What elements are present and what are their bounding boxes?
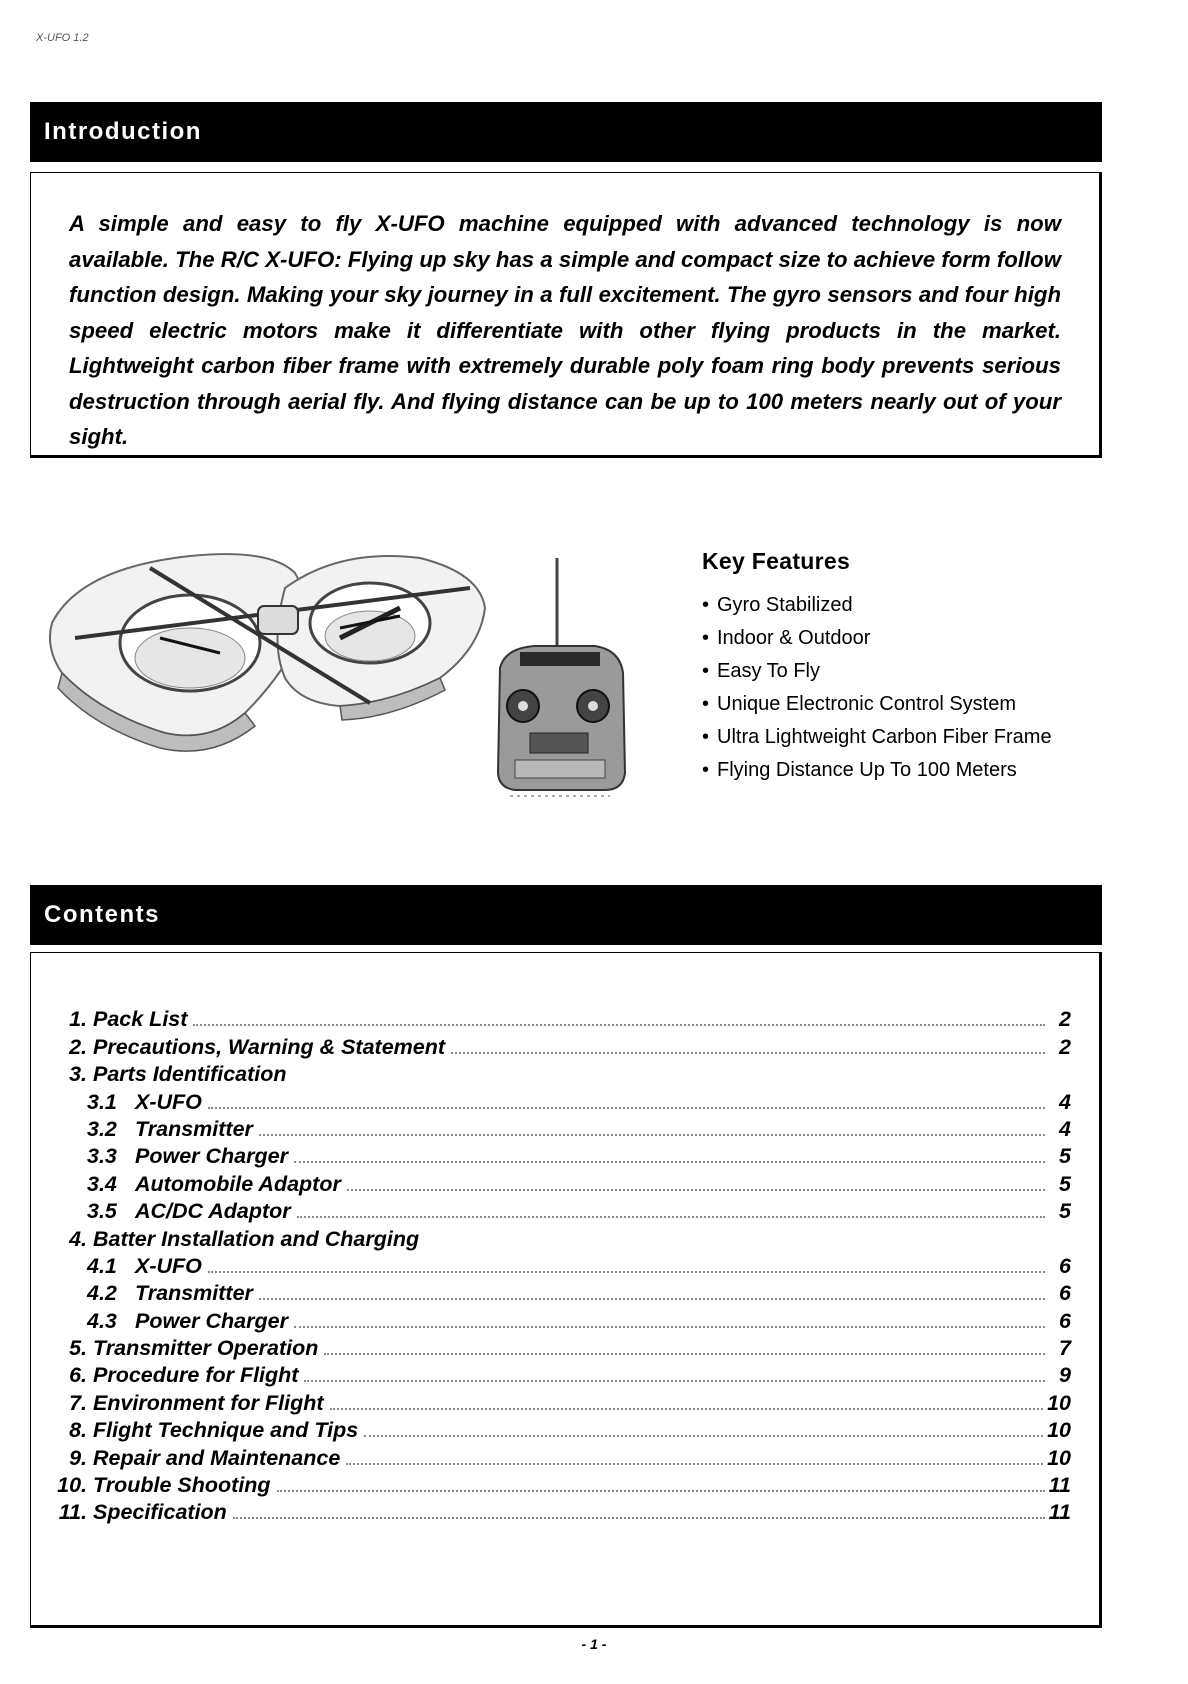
toc-entry	[55, 1416, 1071, 1443]
toc-dot-leader	[294, 1161, 1045, 1163]
transmitter-image	[498, 558, 625, 796]
feature-item: • Easy To Fly	[702, 655, 1102, 688]
toc-entry	[55, 1115, 1071, 1142]
toc-dot-leader	[208, 1107, 1045, 1109]
toc-entry-number: 1.	[69, 1007, 87, 1032]
bullet-icon: •	[702, 759, 710, 781]
toc-entry-label: Power Charger	[135, 1144, 288, 1169]
toc-entry-label: X-UFO	[135, 1089, 202, 1114]
toc-entry-number: 2.	[69, 1034, 87, 1059]
toc-entry-number: 3.3	[87, 1144, 117, 1169]
toc-entry-page: 9	[1059, 1363, 1071, 1388]
contents-title: Contents	[44, 901, 160, 928]
toc-dot-leader	[259, 1134, 1045, 1136]
toc-entry-page: 11	[1048, 1500, 1071, 1525]
key-features	[702, 548, 1102, 787]
toc-entry-label: Repair and Maintenance	[93, 1445, 341, 1470]
toc-entry	[55, 1142, 1071, 1169]
bullet-icon: •	[702, 594, 710, 616]
toc-dot-leader	[233, 1517, 1045, 1519]
toc-entry	[55, 1087, 1071, 1114]
toc-entry-number: 11.	[58, 1500, 87, 1525]
toc-entry-number: 3.	[69, 1062, 87, 1087]
toc-entry-page: 6	[1059, 1281, 1071, 1306]
toc-dot-leader	[330, 1408, 1044, 1410]
toc-entry-label: Environment for Flight	[93, 1390, 324, 1415]
toc-entry-label: Pack List	[93, 1007, 188, 1032]
toc-entry-number: 5.	[69, 1336, 87, 1361]
toc-entry-number: 3.5	[87, 1199, 117, 1224]
toc-entry-page: 11	[1048, 1473, 1071, 1498]
toc-entry	[55, 1252, 1071, 1279]
toc-entry	[55, 1334, 1071, 1361]
feature-item: • Indoor & Outdoor	[702, 622, 1102, 655]
toc-entry	[55, 1279, 1071, 1306]
toc-entry-number: 8.	[69, 1418, 87, 1443]
toc-entry-number: 3.2	[87, 1116, 117, 1141]
table-of-contents	[55, 1005, 1071, 1525]
toc-entry-label: Batter Installation and Charging	[93, 1226, 420, 1251]
bullet-icon: •	[702, 660, 710, 682]
toc-entry-page: 4	[1059, 1116, 1071, 1141]
toc-dot-leader	[294, 1326, 1045, 1328]
toc-entry-label: Flight Technique and Tips	[93, 1418, 359, 1443]
toc-entry-number: 3.4	[87, 1171, 117, 1196]
introduction-header	[30, 102, 1102, 162]
toc-entry	[55, 1224, 1071, 1251]
toc-dot-leader	[451, 1052, 1045, 1054]
toc-dot-leader	[208, 1271, 1045, 1273]
toc-entry	[55, 1361, 1071, 1388]
toc-dot-leader	[259, 1298, 1045, 1300]
introduction-box	[30, 172, 1102, 458]
document-code: X-UFO 1.2	[36, 32, 89, 44]
toc-entry-page: 6	[1059, 1253, 1071, 1278]
toc-entry-number: 4.3	[87, 1308, 117, 1333]
toc-entry-label: Power Charger	[135, 1308, 288, 1333]
toc-entry	[55, 1032, 1071, 1059]
toc-entry-page: 4	[1059, 1089, 1071, 1114]
feature-item: • Unique Electronic Control System	[702, 688, 1102, 721]
toc-entry-number: 10.	[57, 1473, 87, 1498]
toc-entry-number: 6.	[69, 1363, 87, 1388]
toc-entry-number: 4.1	[87, 1253, 117, 1278]
toc-dot-leader	[304, 1380, 1045, 1382]
toc-entry	[55, 1498, 1071, 1525]
toc-entry-page: 10	[1047, 1418, 1071, 1443]
toc-entry	[55, 1306, 1071, 1333]
toc-entry-page: 10	[1047, 1445, 1071, 1470]
x-ufo-image	[50, 554, 485, 751]
toc-entry-page: 5	[1059, 1144, 1071, 1169]
toc-entry	[55, 1388, 1071, 1415]
toc-entry-number: 7.	[69, 1390, 87, 1415]
feature-item: • Ultra Lightweight Carbon Fiber Frame	[702, 721, 1102, 754]
toc-entry	[55, 1060, 1071, 1087]
toc-entry-label: X-UFO	[135, 1253, 202, 1278]
toc-entry	[55, 1443, 1071, 1470]
toc-entry-page: 10	[1047, 1390, 1071, 1415]
toc-dot-leader	[277, 1490, 1045, 1492]
introduction-title: Introduction	[44, 118, 202, 145]
toc-entry-label: Transmitter	[135, 1116, 253, 1141]
page-number: - 1 -	[581, 1636, 607, 1652]
toc-entry-page: 5	[1059, 1199, 1071, 1224]
toc-entry	[55, 1197, 1071, 1224]
toc-entry-label: Parts Identification	[93, 1062, 287, 1087]
toc-entry	[55, 1471, 1071, 1498]
bullet-icon: •	[702, 726, 710, 748]
product-illustration	[40, 528, 680, 848]
feature-item: • Gyro Stabilized	[702, 589, 1102, 622]
toc-entry-page: 7	[1059, 1336, 1071, 1361]
toc-dot-leader	[364, 1435, 1043, 1437]
toc-entry-label: Procedure for Flight	[93, 1363, 299, 1388]
toc-entry-page: 5	[1059, 1171, 1071, 1196]
toc-entry-label: Specification	[93, 1500, 227, 1525]
toc-entry-label: Automobile Adaptor	[135, 1171, 341, 1196]
toc-dot-leader	[346, 1463, 1043, 1465]
contents-header	[30, 885, 1102, 945]
toc-entry-number: 4.2	[87, 1281, 117, 1306]
key-features-title: Key Features	[702, 548, 851, 574]
toc-entry-number: 3.1	[87, 1089, 117, 1114]
bullet-icon: •	[702, 693, 710, 715]
toc-dot-leader	[347, 1189, 1045, 1191]
introduction-text: A simple and easy to fly X-UFO machine equipped with advanced technology is now available. The R/C X-UFO: Flying up sky has a simple and compact size to achieve form follow function design. Making your sky journey in a full excitement. The gyro sensors and four high speed electric motors make it differentiate with other flying products in the market. Lightweight carbon fiber frame with extremely durable poly foam ring body prevents serious destruction through aerial fly. And flying distance can be up to 100 meters nearly out of your sight.	[69, 211, 1061, 449]
toc-entry-page: 6	[1059, 1308, 1071, 1333]
toc-dot-leader	[324, 1353, 1045, 1355]
toc-entry-label: Transmitter	[135, 1281, 253, 1306]
toc-entry	[55, 1169, 1071, 1196]
toc-entry-label: Transmitter Operation	[93, 1336, 319, 1361]
toc-entry-number: 9.	[69, 1445, 87, 1470]
toc-entry-label: Precautions, Warning & Statement	[93, 1034, 446, 1059]
toc-dot-leader	[297, 1216, 1045, 1218]
toc-entry-label: Trouble Shooting	[93, 1473, 271, 1498]
feature-item: • Flying Distance Up To 100 Meters	[702, 754, 1102, 787]
toc-entry-page: 2	[1059, 1034, 1071, 1059]
toc-entry-number: 4.	[69, 1226, 87, 1251]
toc-dot-leader	[193, 1024, 1045, 1026]
contents-box	[30, 952, 1102, 1628]
toc-entry-label: AC/DC Adaptor	[135, 1199, 291, 1224]
toc-entry	[55, 1005, 1071, 1032]
toc-entry-page: 2	[1059, 1007, 1071, 1032]
key-features-list	[702, 589, 1102, 787]
bullet-icon: •	[702, 627, 710, 649]
